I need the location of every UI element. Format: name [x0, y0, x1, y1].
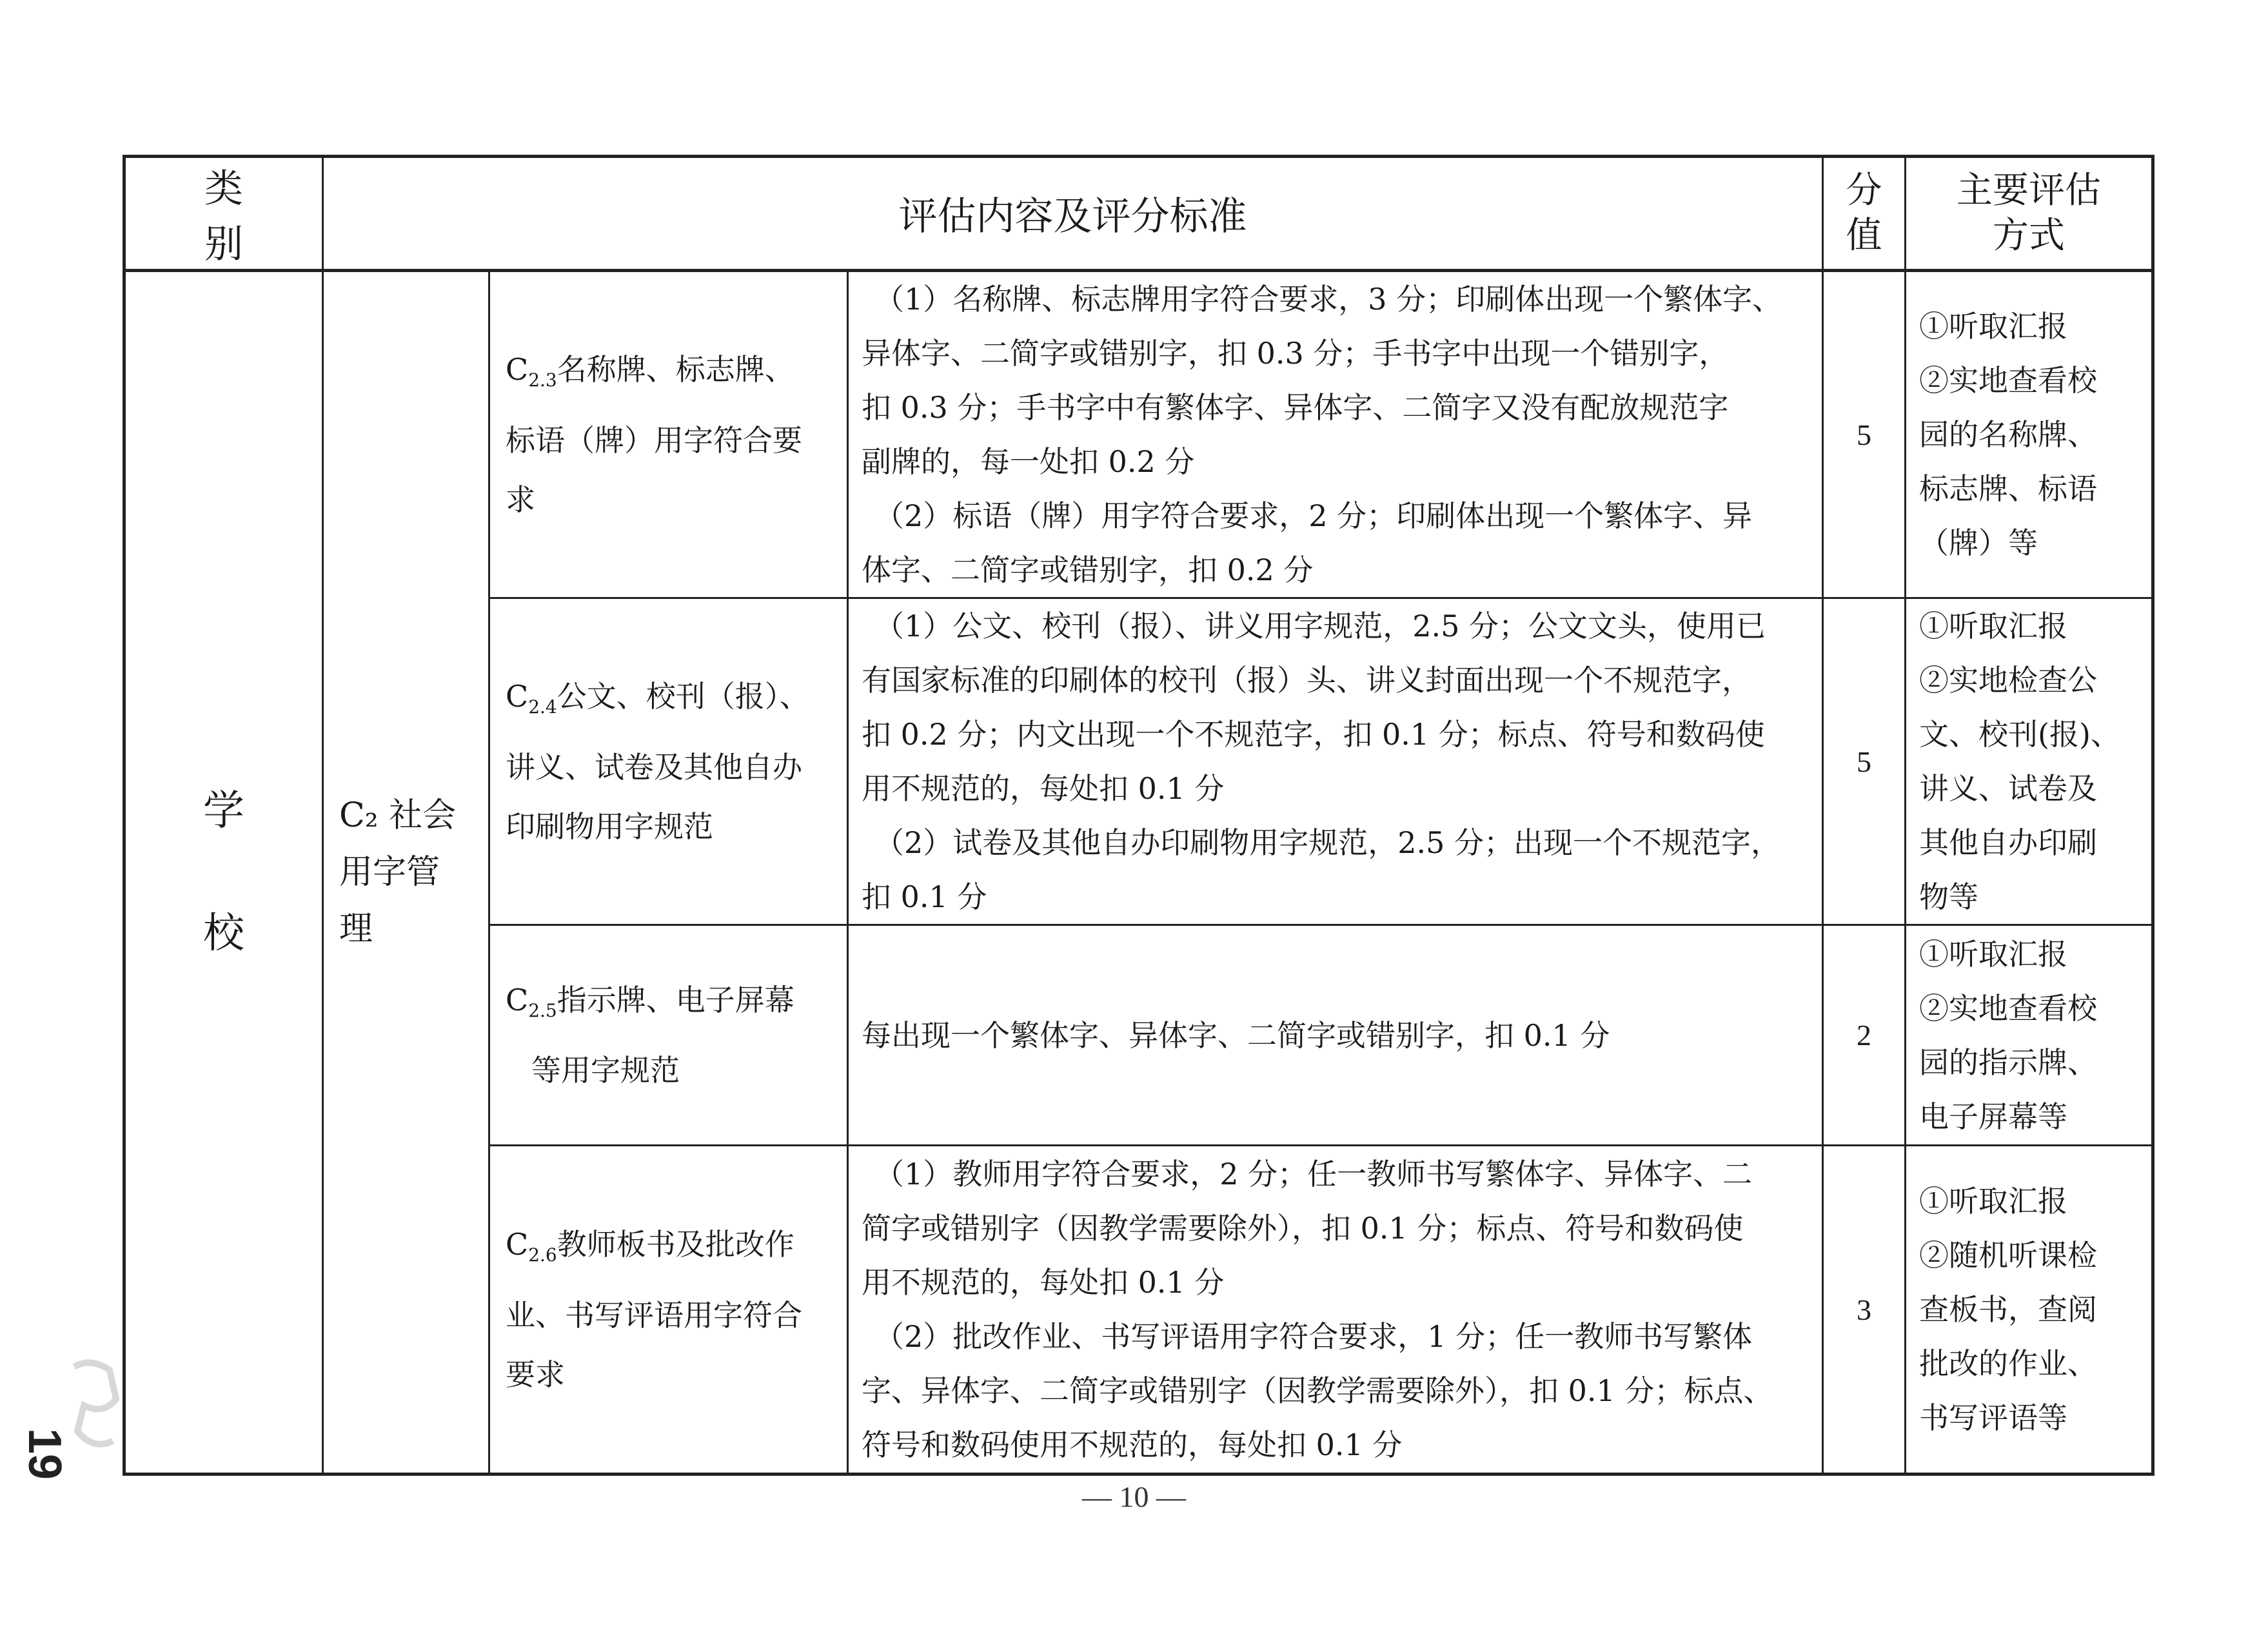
header-method [1906, 157, 2153, 271]
criteria-cell [848, 271, 1823, 598]
category-char: 学 [203, 787, 244, 835]
item-code-sub: 2.4 [528, 696, 557, 718]
criteria-line: 异体字、二简字或错别字，扣 0.3 分；手书字中出现一个错别字， [862, 336, 1729, 371]
header-category: 类别 [124, 157, 323, 271]
criteria-line: 每出现一个繁体字、异体字、二简字或错别字，扣 0.1 分 [862, 1017, 1610, 1053]
evaluation-table [123, 155, 2155, 1476]
criteria-line: 用不规范的，每处扣 0.1 分 [862, 1265, 1225, 1300]
item-cell [489, 598, 848, 925]
criteria-line: 有国家标准的印刷体的校刊（报）头、讲义封面出现一个不规范字， [862, 663, 1751, 698]
item-code-sub: 2.3 [528, 369, 557, 391]
method-cell [1906, 1146, 2153, 1474]
criteria-line: 扣 0.1 分 [862, 879, 987, 914]
method-line: 查板书，查阅 [1919, 1292, 2097, 1327]
method-line: 批改的作业、 [1919, 1346, 2097, 1381]
criteria-line: （2）试卷及其他自办印刷物用字规范，2.5 分；出现一个不规范字， [874, 825, 1781, 860]
item-label-line: 指示牌、电子屏幕 [557, 982, 794, 1017]
item-label-line: 讲义、试卷及其他自办 [506, 749, 802, 785]
method-cell [1906, 271, 2153, 598]
item-cell [489, 1146, 848, 1474]
score-cell: 5 [1823, 271, 1906, 598]
table-header-row [124, 157, 2153, 271]
item-label-line: 要求 [506, 1357, 565, 1392]
method-line: ①听取汇报 [1919, 309, 2067, 344]
criteria-cell [848, 598, 1823, 925]
method-cell [1906, 925, 2153, 1146]
subcategory-line: 用字管 [339, 853, 440, 892]
item-code-sub: 2.6 [528, 1244, 557, 1266]
score-cell: 2 [1823, 925, 1906, 1146]
method-line: 园的名称牌、 [1919, 417, 2097, 452]
criteria-line: 用不规范的，每处扣 0.1 分 [862, 771, 1225, 806]
subcategory-cell [323, 271, 489, 1474]
method-line: 物等 [1919, 879, 1978, 914]
category-char: 校 [203, 910, 244, 957]
method-line: 文、校刊(报)、 [1919, 717, 2120, 752]
item-code: C [506, 679, 529, 714]
method-cell [1906, 598, 2153, 925]
subcategory-line: 理 [339, 910, 373, 948]
criteria-line: 扣 0.2 分；内文出现一个不规范字，扣 0.1 分；标点、符号和数码使 [862, 717, 1765, 752]
item-cell [489, 925, 848, 1146]
item-label-line: 名称牌、标志牌、 [557, 352, 794, 387]
method-line: ①听取汇报 [1919, 609, 2067, 643]
table-row [124, 271, 2153, 598]
method-line: ②实地查看校 [1919, 363, 2097, 398]
item-label-line: 等用字规范 [531, 1053, 680, 1088]
method-line: ①听取汇报 [1919, 936, 2067, 972]
item-label-line: 教师板书及批改作 [557, 1227, 794, 1262]
method-line: 书写评语等 [1919, 1400, 2067, 1435]
item-code: C [506, 352, 529, 387]
criteria-line: 字、异体字、二简字或错别字（因教学需要除外），扣 0.1 分；标点、 [862, 1373, 1773, 1408]
method-line: 其他自办印刷 [1919, 825, 2097, 860]
method-line: 标志牌、标语 [1919, 471, 2097, 506]
method-line: （牌）等 [1919, 525, 2038, 560]
method-line: 讲义、试卷及 [1919, 771, 2097, 806]
item-label-line: 公文、校刊（报）、 [557, 679, 809, 714]
method-line: ①听取汇报 [1919, 1184, 2067, 1219]
item-code: C [506, 1227, 529, 1262]
item-label-line: 标语（牌）用字符合要 [506, 422, 802, 458]
criteria-cell [848, 1146, 1823, 1474]
criteria-cell [848, 925, 1823, 1146]
margin-stamp-mark [64, 1354, 129, 1464]
method-line: 电子屏幕等 [1919, 1099, 2067, 1134]
category-cell [124, 271, 323, 1474]
criteria-line: （2）标语（牌）用字符合要求，2 分；印刷体出现一个繁体字、异 [874, 498, 1753, 533]
page-number: — 10 — [1082, 1480, 1186, 1513]
item-label-line: 印刷物用字规范 [506, 808, 713, 844]
method-line: ②实地查看校 [1919, 990, 2097, 1026]
criteria-line: （1）名称牌、标志牌用字符合要求，3 分；印刷体出现一个繁体字、 [874, 282, 1782, 317]
method-line: 园的指示牌、 [1919, 1044, 2097, 1080]
criteria-line: 符号和数码使用不规范的，每处扣 0.1 分 [862, 1427, 1403, 1462]
method-line: ②随机听课检 [1919, 1238, 2097, 1273]
item-label-line: 求 [506, 482, 535, 517]
criteria-line: 扣 0.3 分；手书字中有繁体字、异体字、二简字又没有配放规范字 [862, 390, 1729, 425]
margin-page-mark: 19 [19, 1428, 70, 1480]
item-label-line: 业、书写评语用字符合 [506, 1297, 802, 1333]
header-score-line1: 分 [1846, 170, 1882, 211]
header-score-line2: 值 [1846, 215, 1882, 257]
score-cell: 3 [1823, 1146, 1906, 1474]
header-score [1823, 157, 1906, 271]
criteria-line: 简字或错别字（因教学需要除外），扣 0.1 分；标点、符号和数码使 [862, 1211, 1744, 1246]
header-method-line1: 主要评估 [1957, 170, 2101, 211]
subcategory-line: C₂ 社会 [339, 796, 457, 835]
item-code-sub: 2.5 [528, 1000, 557, 1022]
score-cell: 5 [1823, 598, 1906, 925]
header-method-line2: 方式 [1993, 215, 2065, 257]
item-code: C [506, 982, 529, 1017]
item-cell [489, 271, 848, 598]
criteria-line: （1）公文、校刊（报）、讲义用字规范，2.5 分；公文文头，使用已 [874, 609, 1766, 643]
criteria-line: （1）教师用字符合要求，2 分；任一教师书写繁体字、异体字、二 [874, 1157, 1753, 1191]
method-line: ②实地检查公 [1919, 663, 2097, 698]
criteria-line: 副牌的，每一处扣 0.2 分 [862, 444, 1195, 479]
criteria-line: （2）批改作业、书写评语用字符合要求，1 分；任一教师书写繁体 [874, 1319, 1753, 1354]
header-content: 评估内容及评分标准 [323, 157, 1823, 271]
criteria-line: 体字、二简字或错别字，扣 0.2 分 [862, 553, 1314, 587]
